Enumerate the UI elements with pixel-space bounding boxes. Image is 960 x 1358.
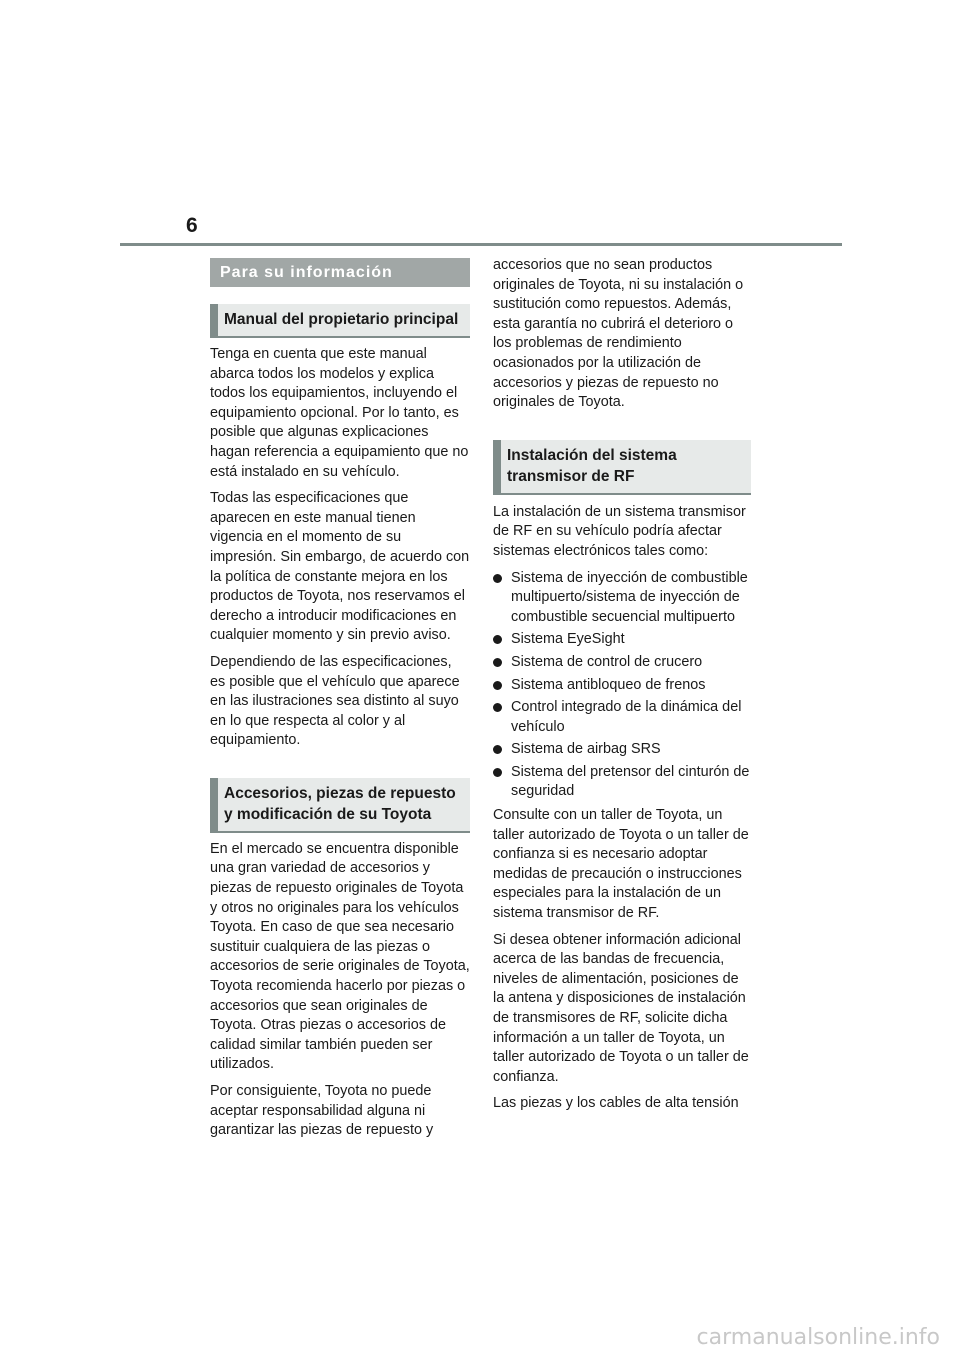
- page-number: 6: [186, 214, 198, 237]
- subheading-rf: Instalación del sistema transmisor de RF: [493, 440, 751, 495]
- paragraph: Dependiendo de las especificaciones, es posible que el vehículo que aparece en las ilustraciones sea distinto al suyo en lo que respecta al color y al equipamiento.: [210, 653, 460, 749]
- section-banner: Para su información: [210, 258, 470, 287]
- bullet-icon: [493, 703, 502, 712]
- list-item: Sistema de control de crucero: [493, 653, 751, 673]
- bullet-list: [493, 569, 751, 803]
- paragraph: La instalación de un sistema transmisor de RF en su vehículo podría afectar sistemas electrónicos tales como:: [493, 503, 746, 559]
- paragraph: Las piezas y los cables de alta tensión: [493, 1095, 739, 1112]
- paragraph: Tenga en cuenta que este manual abarca todos los modelos y explica todos los equipamientos, incluyendo el equipamiento opcional. Por lo tanto, es posible que algunas explicaciones hagan referencia a equipamiento que no está instalado en su vehículo.: [210, 346, 469, 480]
- left-column: [210, 258, 470, 1148]
- watermark-logo: carmanualsonline.info: [696, 1325, 940, 1350]
- bullet-icon: [493, 681, 502, 690]
- paragraph: Consulte con un taller de Toyota, un taller autorizado de Toyota o un taller de confianza si es necesario adoptar medidas de precaución o instrucciones especiales para la instalación de un sistema transmisor de RF.: [493, 807, 749, 922]
- paragraph: accesorios que no sean productos originales de Toyota, ni su instalación o sustitución como repuestos. Además, esta garantía no cubrirá el deterioro o los problemas de rendimiento ocasionados por la utilización de accesorios y piezas de repuesto no originales de Toyota.: [493, 257, 744, 411]
- header-rule: [120, 243, 842, 246]
- subheading-accessories: Accesorios, piezas de repuesto y modificación de su Toyota: [210, 778, 470, 833]
- list-item: Sistema de airbag SRS: [493, 740, 751, 760]
- bullet-icon: [493, 768, 502, 777]
- list-item: Sistema de inyección de combustible multipuerto/sistema de inyección de combustible secuencial multipuerto: [493, 569, 751, 628]
- bullet-icon: [493, 635, 502, 644]
- subheading-manual: Manual del propietario principal: [210, 304, 470, 338]
- bullet-icon: [493, 745, 502, 754]
- list-item: Sistema del pretensor del cinturón de seguridad: [493, 763, 751, 802]
- right-column: [493, 256, 751, 1121]
- bullet-icon: [493, 658, 502, 667]
- list-item: Control integrado de la dinámica del vehículo: [493, 698, 751, 737]
- paragraph: Todas las especificaciones que aparecen en este manual tienen vigencia en el momento de su impresión. Sin embargo, de acuerdo con la política de constante mejora en los productos de Toyota, nos reservamos el derecho a introducir modificaciones en cualquier momento y sin previo aviso.: [210, 490, 470, 644]
- paragraph: En el mercado se encuentra disponible una gran variedad de accesorios y piezas de repuesto originales de Toyota y otros no originales para los vehículos Toyota. En caso de que sea necesario sustituir cualquiera de las piezas o accesorios de serie originales de Toyota, Toyota recomienda hacerlo por piezas o accesorios que sean originales de Toyota. Otras piezas o accesorios de calidad similar también pueden ser utilizados.: [210, 840, 470, 1073]
- bullet-icon: [493, 574, 502, 583]
- paragraph: Por consiguiente, Toyota no puede aceptar responsabilidad alguna ni garantizar las piezas de repuesto y: [210, 1083, 434, 1139]
- list-item: Sistema antibloqueo de frenos: [493, 676, 751, 696]
- paragraph: Si desea obtener información adicional acerca de las bandas de frecuencia, niveles de alimentación, posiciones de la antena y disposiciones de instalación de transmisores de RF, solicite dicha información a un taller de Toyota, un taller autorizado de Toyota o un taller de confianza.: [493, 931, 749, 1085]
- list-item: Sistema EyeSight: [493, 630, 751, 650]
